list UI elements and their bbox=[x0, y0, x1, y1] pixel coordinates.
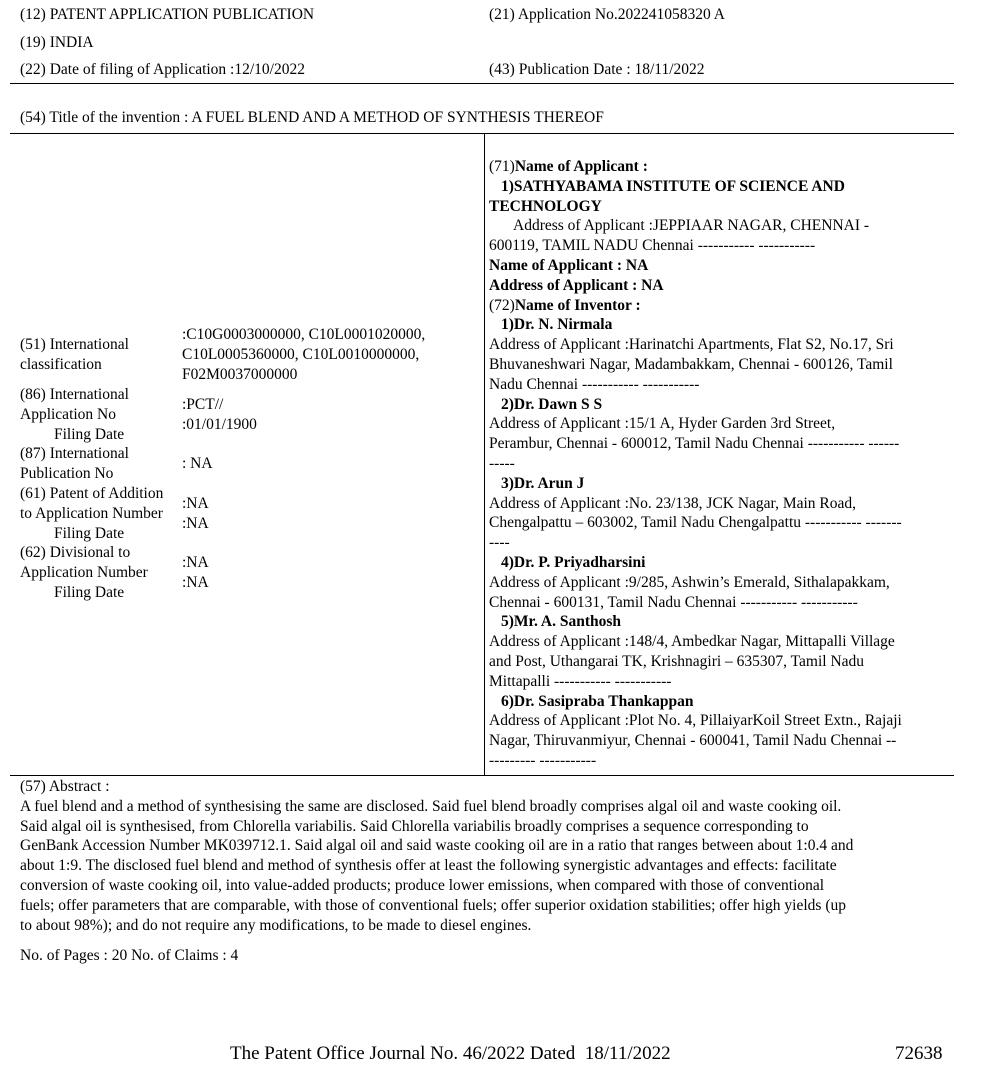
field-86-value: :PCT// :01/01/1900 bbox=[182, 396, 257, 433]
divider bbox=[10, 83, 954, 84]
inventor-name: 2)Dr. Dawn S S bbox=[501, 395, 603, 413]
field-61-label: (61) Patent of Addition to Application Number Filing Date bbox=[20, 485, 164, 542]
field-62-value: :NA :NA bbox=[182, 554, 209, 591]
divider bbox=[10, 775, 954, 776]
publication-date: (43) Publication Date : 18/11/2022 bbox=[489, 61, 705, 78]
country: (19) INDIA bbox=[20, 34, 94, 51]
inventor-name: 4)Dr. P. Priyadharsini bbox=[501, 553, 646, 571]
field-62-label: (62) Divisional to Application Number Filing Date bbox=[20, 544, 148, 601]
applicant-name: 1)SATHYABAMA INSTITUTE OF SCIENCE AND bbox=[501, 177, 845, 195]
applicant-inventor-list: (71)Name of Applicant : 1)SATHYABAMA INSTITUTE OF SCIENCE AND TECHNOLOGY Address of Applicant :JEPPIAAR NAGAR, CHENNAI - 600119, TAMIL NADU Chennai ----------- ----------- Name of Applicant : NA Address of Applicant : NA (72)Name of Inventor : 1)Dr. N. Nirmala Address of Applicant :Harinatchi Apartments, Flat S2, No.17, Sri Bhuvaneshwari Nagar, Madambakkam, Chennai - 600126, Tamil Nadu Chennai ----------- ----------- 2)Dr. Dawn S S Address of Applicant :15/1 A, Hyder Garden 3rd Street, Perambur, Chennai - 600012, Tamil Nadu Chennai ----------- ------ ----- 3)Dr. Arun J Address of Applicant :No. 23/138, JCK Nagar, Main Road, Chengalpattu – 603002, Tamil Nadu Chengalpattu ----------- ------- ---- 4)Dr. P. Priyadharsini Address of Applicant :9/285, Ashwin’s Emerald, Sithalapakkam, Chennai - 600131, Tamil Nadu Chennai ----------- ----------- 5)Mr. A. Santhosh Address of Applicant :148/4, Ambedkar Nagar, Mittapalli Village and Post, Uthangarai TK, Krishnagiri – 635307, Tamil Nadu Mittapalli ----------- ----------- 6)Dr. Sasipraba Thankappan Address of Applicant :Plot No. 4, PillaiyarKoil Street Extn., Rajaji Nagar, Thiruvanmiyur, Chennai - 600041, Tamil Nadu Chennai -- --------- ----------- bbox=[489, 158, 902, 769]
divider bbox=[10, 133, 954, 134]
field-61-value: :NA :NA bbox=[182, 495, 209, 532]
field-51-label: (51) International classification bbox=[20, 336, 129, 373]
field-87-label: (87) International Publication No bbox=[20, 445, 129, 482]
invention-title: (54) Title of the invention : A FUEL BLEND AND A METHOD OF SYNTHESIS THEREOF bbox=[20, 109, 604, 126]
column-divider bbox=[484, 133, 485, 776]
inventor-name: 6)Dr. Sasipraba Thankappan bbox=[501, 692, 694, 710]
inventor-name: 3)Dr. Arun J bbox=[501, 474, 585, 492]
abstract-label: (57) Abstract : bbox=[20, 778, 110, 795]
inventor-name: 5)Mr. A. Santhosh bbox=[501, 613, 622, 631]
inventor-name: 1)Dr. N. Nirmala bbox=[501, 316, 613, 334]
field-87-value: : NA bbox=[182, 455, 213, 472]
field-51-value: :C10G0003000000, C10L0001020000, C10L0005360000, C10L0010000000, F02M0037000000 bbox=[182, 326, 426, 383]
pages-claims: No. of Pages : 20 No. of Claims : 4 bbox=[20, 947, 239, 964]
page-number: 72638 bbox=[895, 1043, 943, 1064]
filing-date: (22) Date of filing of Application :12/10/2022 bbox=[20, 61, 305, 78]
publication-type: (12) PATENT APPLICATION PUBLICATION bbox=[20, 6, 315, 23]
field-86-label: (86) International Application No Filing Date bbox=[20, 386, 129, 443]
abstract: (57) Abstract : A fuel blend and a method of synthesising the same are disclosed. Said fuel blend broadly comprises algal oil and waste cooking oil. Said algal oil is synthesised, from Chlorella variabilis. Said Chlorella variabilis broadly comprises a sequence corresponding to GenBank Accession Number MK039712.1. Said algal oil and said waste cooking oil are in a ratio that ranges between about 1:0.4 and about 1:9. The disclosed fuel blend and method of synthesis offer at least the following synergistic advantages and effects: facilitate conversion of waste cooking oil, into value-added products; produce lower emissions, when compared with those of conventional fuels; offer parameters that are comparable, with those of conventional fuels; offer superior oxidation stabilities; offer high yields (up to about 98%); and do not require any modifications, to be made to diesel engines. bbox=[20, 778, 854, 934]
journal-footer: The Patent Office Journal No. 46/2022 Dated 18/11/2022 bbox=[230, 1043, 671, 1064]
application-number: (21) Application No.202241058320 A bbox=[489, 6, 725, 23]
